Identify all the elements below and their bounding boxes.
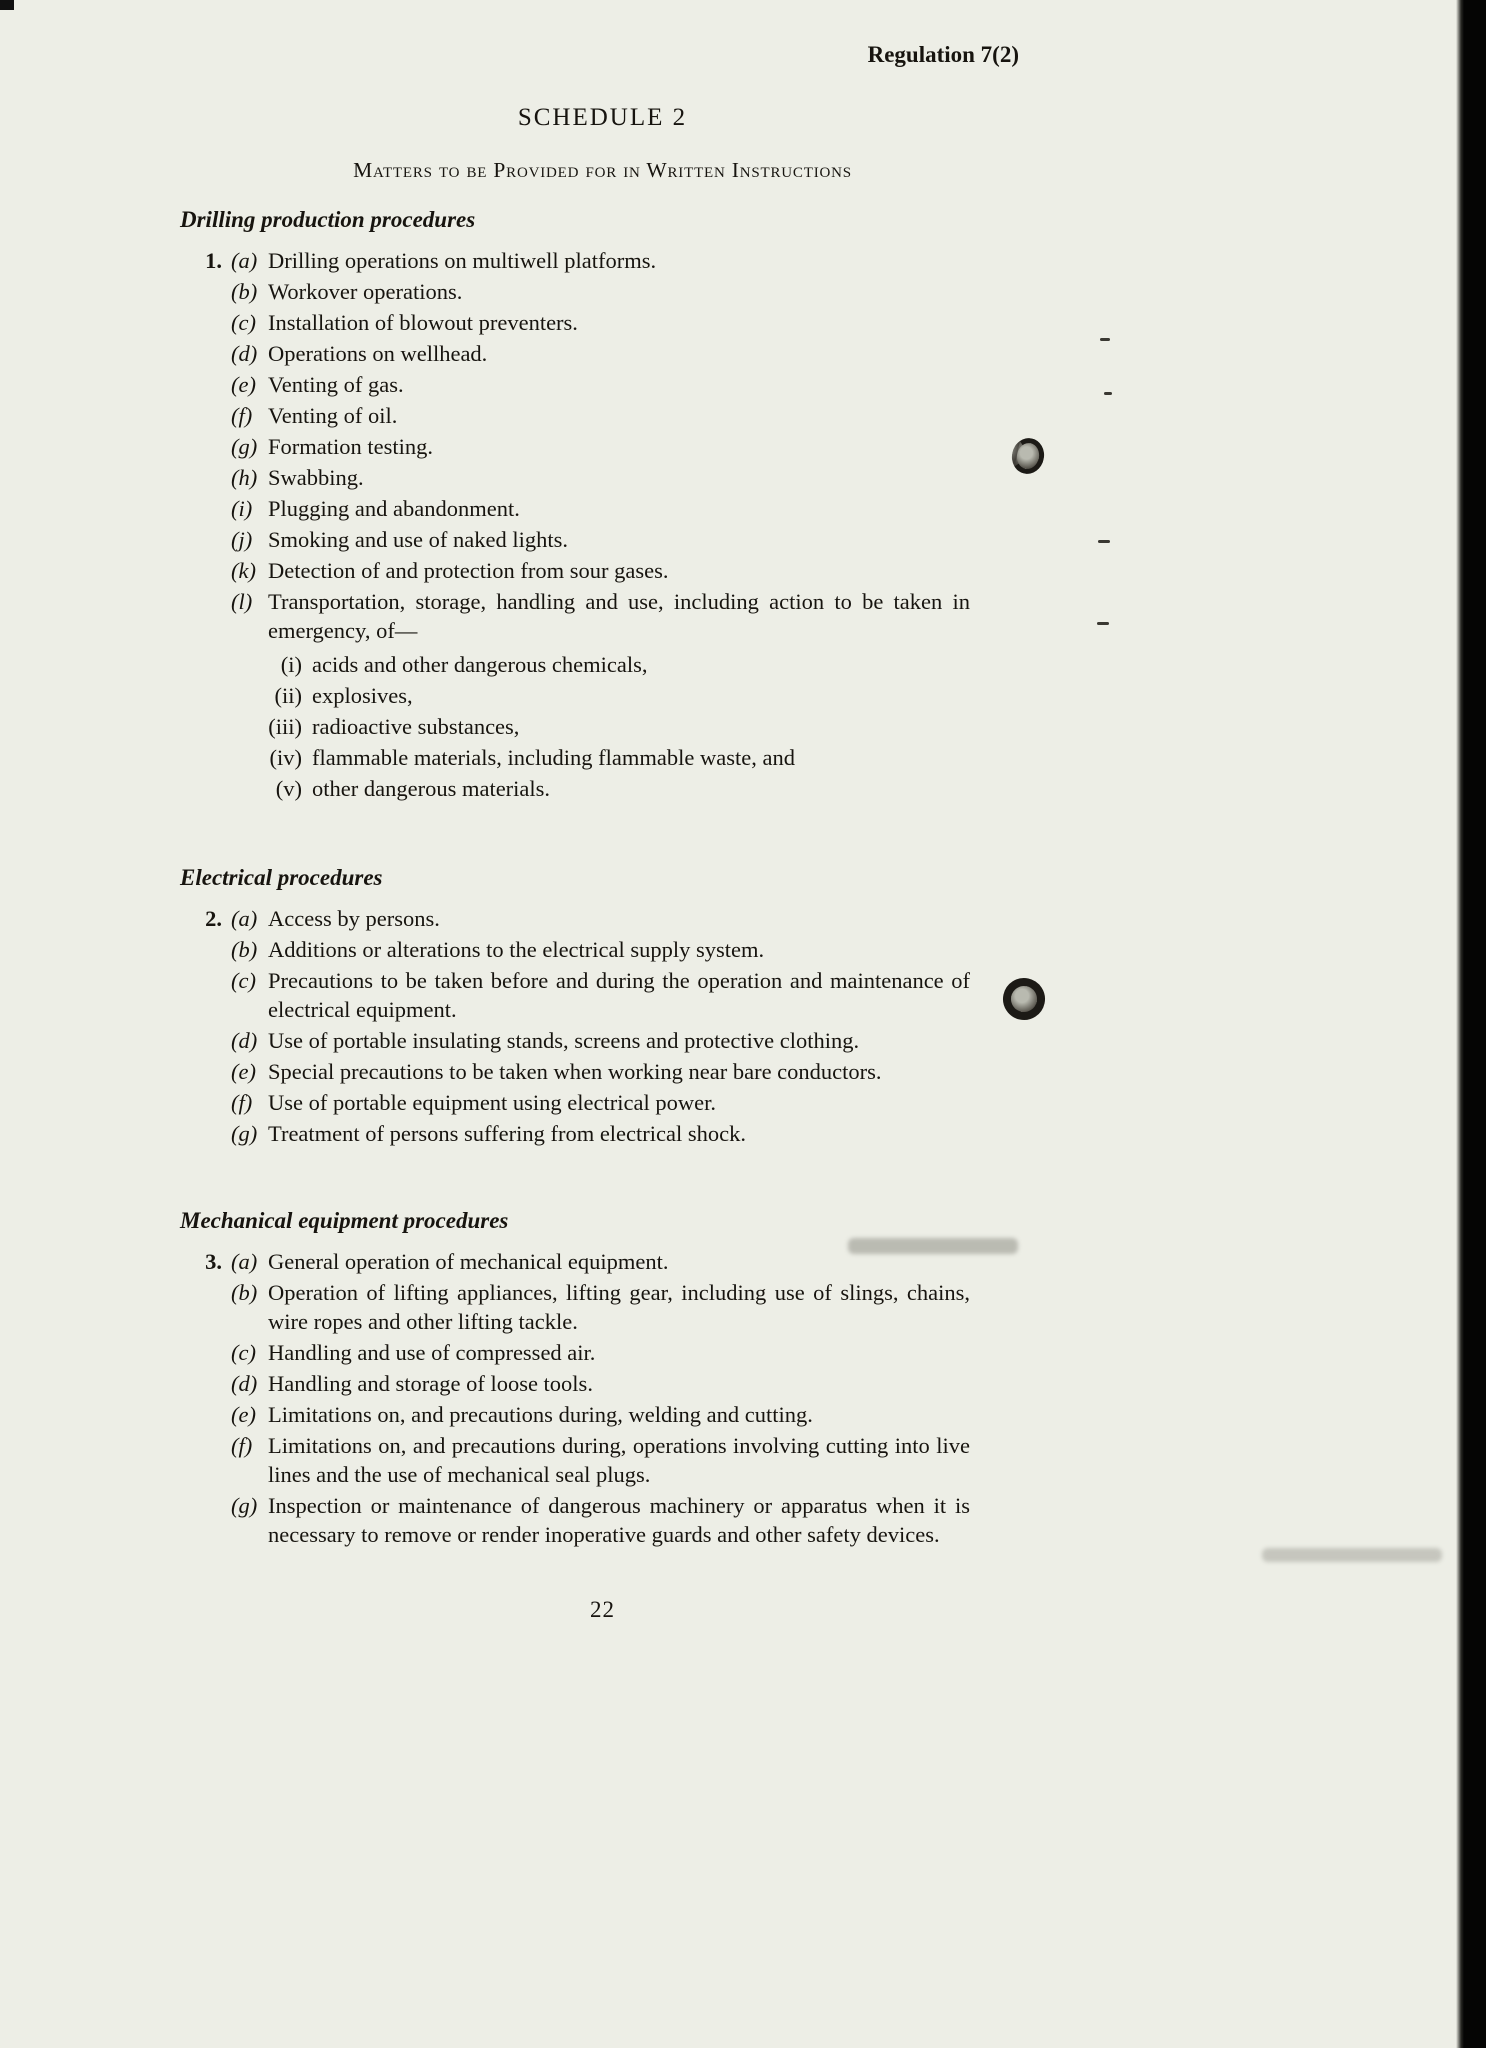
item-number: 2. <box>205 906 222 931</box>
list-item <box>180 494 970 523</box>
item-label: (i) <box>231 496 253 521</box>
item-text: Handling and use of compressed air. <box>268 1340 596 1365</box>
item-text: Use of portable insulating stands, screens and protective clothing. <box>268 1028 860 1053</box>
sub-item-label: (v) <box>275 776 302 801</box>
item-label: (c) <box>231 1340 256 1365</box>
regulation-reference: Regulation 7(2) <box>867 42 1019 67</box>
item-label: (d) <box>231 341 258 366</box>
sub-item <box>268 712 970 741</box>
item-body <box>268 339 970 368</box>
item-label: (a) <box>231 248 258 273</box>
schedule-title: SCHEDULE 2 <box>517 104 688 131</box>
item-body <box>268 1431 970 1489</box>
list-item <box>180 904 970 933</box>
item-body <box>268 1057 970 1086</box>
scan-speck <box>1097 622 1109 625</box>
list-item <box>180 587 970 805</box>
list-item <box>180 339 970 368</box>
item-text: Special precautions to be taken when working near bare conductors. <box>268 1059 882 1084</box>
sub-list <box>268 650 970 803</box>
item-text: Additions or alterations to the electrical supply system. <box>268 937 765 962</box>
item-label: (c) <box>231 968 256 993</box>
list-item <box>180 1431 970 1489</box>
sub-item <box>268 681 970 710</box>
item-body <box>268 1369 970 1398</box>
item-text: Inspection or maintenance of dangerous machinery or apparatus when it is necessary to remove or render inoperative guards and other safety devices. <box>268 1493 970 1547</box>
document-content <box>180 40 1025 1624</box>
item-label: (h) <box>231 465 258 490</box>
item-text: Formation testing. <box>268 434 433 459</box>
item-label: (g) <box>231 1121 258 1146</box>
list-item <box>180 1119 970 1148</box>
item-body <box>268 935 970 964</box>
item-text: Smoking and use of naked lights. <box>268 527 568 552</box>
list-item <box>180 966 970 1024</box>
item-text: Access by persons. <box>268 906 440 931</box>
procedure-section <box>180 1206 1025 1549</box>
item-text: Handling and storage of loose tools. <box>268 1371 593 1396</box>
item-body <box>268 1026 970 1055</box>
list-item <box>180 1057 970 1086</box>
item-label: (e) <box>231 1059 256 1084</box>
scan-edge-strip <box>1456 0 1486 2048</box>
item-text: Operations on wellhead. <box>268 341 488 366</box>
item-text: Operation of lifting appliances, lifting gear, including use of slings, chains, wire ropes and other lifting tackle. <box>268 1280 970 1334</box>
item-label: (e) <box>231 372 256 397</box>
item-label: (b) <box>231 1280 258 1305</box>
scan-speck <box>1098 540 1110 543</box>
item-text: Installation of blowout preventers. <box>268 310 578 335</box>
item-label: (c) <box>231 310 256 335</box>
item-label: (f) <box>231 1090 253 1115</box>
item-body <box>268 966 970 1024</box>
list-item <box>180 1400 970 1429</box>
list-item <box>180 370 970 399</box>
item-text: Workover operations. <box>268 279 463 304</box>
sub-item-text: acids and other dangerous chemicals, <box>312 652 648 677</box>
sub-item-label: (i) <box>280 652 302 677</box>
list-item <box>180 277 970 306</box>
scan-speck <box>1104 392 1112 395</box>
sections <box>180 205 1025 1549</box>
item-text: Use of portable equipment using electrical power. <box>268 1090 716 1115</box>
item-body <box>268 308 970 337</box>
section-heading: Electrical procedures <box>180 865 383 890</box>
item-number: 3. <box>205 1249 222 1274</box>
sub-item-text: other dangerous materials. <box>312 776 551 801</box>
list-item <box>180 935 970 964</box>
item-label: (d) <box>231 1371 258 1396</box>
item-label: (a) <box>231 906 258 931</box>
item-body <box>268 556 970 585</box>
item-text: Transportation, storage, handling and use, including action to be taken in emergency, of— <box>268 589 970 643</box>
item-body <box>268 904 970 933</box>
scan-speck <box>1100 338 1110 341</box>
item-text: Limitations on, and precautions during, welding and cutting. <box>268 1402 813 1427</box>
sub-item-label: (ii) <box>274 683 302 708</box>
item-body <box>268 432 970 461</box>
sub-item <box>268 774 970 803</box>
list-item <box>180 1338 970 1367</box>
list-item <box>180 463 970 492</box>
list-item <box>180 1278 970 1336</box>
list-item <box>180 1026 970 1055</box>
sub-item-label: (iv) <box>269 745 302 770</box>
item-body <box>268 246 970 275</box>
item-number: 1. <box>205 248 222 273</box>
section-heading: Mechanical equipment procedures <box>180 1208 509 1233</box>
list-item <box>180 556 970 585</box>
item-body <box>268 525 970 554</box>
item-body <box>268 401 970 430</box>
list-item <box>180 308 970 337</box>
page-number: 22 <box>590 1597 615 1622</box>
item-body <box>268 587 970 805</box>
item-label: (l) <box>231 589 253 614</box>
sub-item <box>268 650 970 679</box>
list-item <box>180 401 970 430</box>
item-body <box>268 1338 970 1367</box>
item-body <box>268 1491 970 1549</box>
item-text: General operation of mechanical equipment. <box>268 1249 669 1274</box>
item-body <box>268 277 970 306</box>
item-label: (d) <box>231 1028 258 1053</box>
sub-item <box>268 743 970 772</box>
procedure-section <box>180 863 1025 1148</box>
item-label: (b) <box>231 279 258 304</box>
item-text: Plugging and abandonment. <box>268 496 520 521</box>
item-label: (g) <box>231 1493 258 1518</box>
item-body <box>268 1400 970 1429</box>
item-text: Drilling operations on multiwell platforms. <box>268 248 657 273</box>
list-item <box>180 1088 970 1117</box>
sub-item-text: explosives, <box>312 683 413 708</box>
item-text: Swabbing. <box>268 465 364 490</box>
item-body <box>268 1119 970 1148</box>
item-label: (a) <box>231 1249 258 1274</box>
item-label: (k) <box>231 558 256 583</box>
list-item <box>180 525 970 554</box>
item-text: Limitations on, and precautions during, operations involving cutting into live lines and the use of mechanical seal plugs. <box>268 1433 970 1487</box>
item-label: (f) <box>231 1433 253 1458</box>
item-text: Treatment of persons suffering from electrical shock. <box>268 1121 746 1146</box>
list-item <box>180 1491 970 1549</box>
item-body <box>268 370 970 399</box>
item-text: Venting of oil. <box>268 403 398 428</box>
item-body <box>268 494 970 523</box>
sub-item-text: radioactive substances, <box>312 714 520 739</box>
item-label: (j) <box>231 527 253 552</box>
list-item <box>180 1369 970 1398</box>
item-text: Detection of and protection from sour gases. <box>268 558 669 583</box>
section-heading: Drilling production procedures <box>180 207 476 232</box>
item-label: (f) <box>231 403 253 428</box>
item-body <box>268 1088 970 1117</box>
procedure-section <box>180 205 1025 805</box>
item-body <box>268 1278 970 1336</box>
item-label: (g) <box>231 434 258 459</box>
item-label: (e) <box>231 1402 256 1427</box>
sub-item-label: (iii) <box>268 714 302 739</box>
scan-smudge <box>848 1238 1018 1254</box>
list-item <box>180 432 970 461</box>
item-body <box>268 463 970 492</box>
sub-item-text: flammable materials, including flammable waste, and <box>312 745 795 770</box>
scan-smudge <box>1262 1548 1442 1562</box>
list-item <box>180 246 970 275</box>
schedule-subtitle: Matters to be Provided for in Written Instructions <box>353 158 852 182</box>
item-label: (b) <box>231 937 258 962</box>
item-text: Venting of gas. <box>268 372 404 397</box>
item-text: Precautions to be taken before and during the operation and maintenance of electrical equipment. <box>268 968 970 1022</box>
scan-corner-mark <box>0 0 14 10</box>
